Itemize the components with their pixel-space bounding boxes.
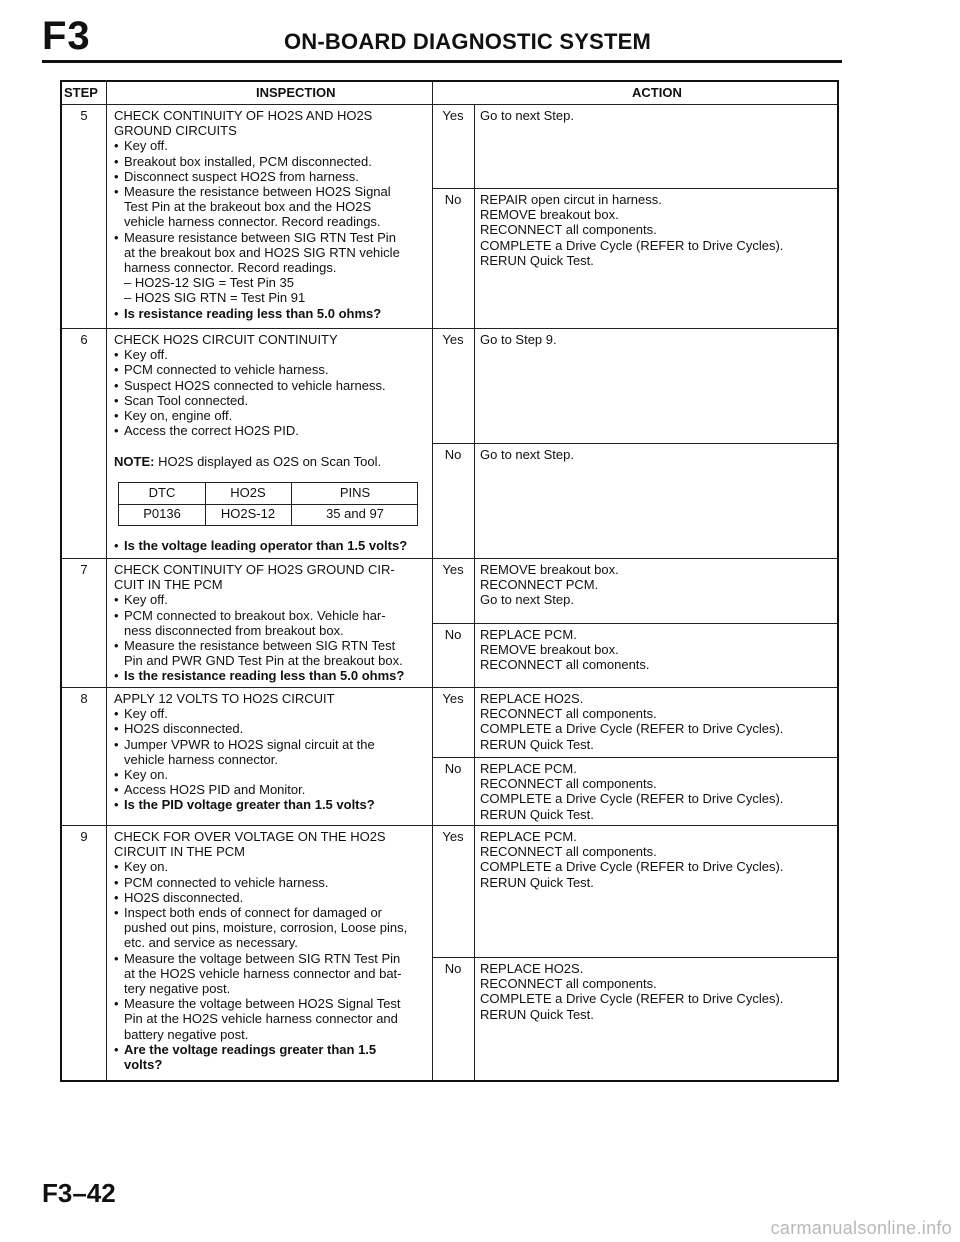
action-line: Go to Step 9. <box>480 332 557 347</box>
action-line: RECONNECT all components. <box>480 706 657 722</box>
yes-action-cell <box>480 691 783 752</box>
inspection-line <box>114 691 375 706</box>
inspection-line <box>114 184 400 199</box>
pin-table-divider <box>119 504 417 505</box>
no-label: No <box>444 627 462 642</box>
inspection-line <box>114 966 407 981</box>
inspection-line <box>114 638 404 653</box>
answer-divider <box>432 443 837 444</box>
inspection-text: – HO2S SIG RTN = Test Pin 91 <box>124 290 306 306</box>
column-header-action: ACTION <box>632 85 682 100</box>
bullet-icon: • <box>114 889 119 905</box>
no-label: No <box>444 447 462 462</box>
document-title: ON-BOARD DIAGNOSTIC SYSTEM <box>284 29 651 54</box>
inspection-text: etc. and service as necessary. <box>124 935 298 951</box>
bullet-icon: • <box>114 668 119 684</box>
inspection-line <box>114 562 404 577</box>
yes-label: Yes <box>442 691 464 706</box>
inspection-text: HO2S disconnected. <box>124 889 244 905</box>
pin-table-cell: HO2S <box>230 485 266 500</box>
action-line: REPLACE HO2S. <box>480 961 584 976</box>
pin-table-cell: P0136 <box>143 506 181 521</box>
inspection-text: volts? <box>124 1057 163 1073</box>
inspection-line <box>114 332 386 347</box>
bullet-icon: • <box>114 1041 119 1057</box>
inspection-line <box>114 362 386 377</box>
pin-table-column-divider <box>205 483 206 525</box>
inspection-line <box>114 1042 407 1057</box>
inspection-line <box>114 306 400 321</box>
inspection-line <box>114 981 407 996</box>
inspection-line <box>114 782 375 797</box>
inspection-line <box>114 920 407 935</box>
inspection-line <box>114 905 407 920</box>
inspection-line <box>114 721 375 736</box>
answer-column-divider <box>474 104 475 1080</box>
watermark: carmanualsonline.info <box>770 1218 952 1238</box>
row-divider <box>62 825 837 826</box>
inspection-line <box>114 875 407 890</box>
inspection-text: Measure the resistance between SIG RTN Test <box>124 638 396 654</box>
action-line: REPLACE PCM. <box>480 627 577 642</box>
no-action-cell <box>480 447 574 462</box>
yes-action-cell <box>480 562 619 608</box>
inspection-line <box>114 138 400 153</box>
pin-table-cell: PINS <box>339 485 371 500</box>
inspection-text: CIRCUIT IN THE PCM <box>114 844 245 860</box>
inspection-text: CUIT IN THE PCM <box>114 577 223 593</box>
bullet-icon: • <box>114 229 119 245</box>
pin-table-column-divider <box>291 483 292 525</box>
action-line: Go to next Step. <box>480 447 574 462</box>
header-column-divider <box>432 82 433 104</box>
no-action-cell <box>480 192 783 268</box>
inspection-text: Suspect HO2S connected to vehicle harness. <box>124 377 386 393</box>
answer-divider <box>432 957 837 958</box>
inspection-line <box>114 623 404 638</box>
inspection-cell <box>114 829 407 1072</box>
inspection-text: CHECK CONTINUITY OF HO2S GROUND CIR- <box>114 562 395 577</box>
inspection-line <box>114 797 375 812</box>
inspection-line <box>114 408 386 423</box>
bullet-icon: • <box>114 782 119 798</box>
inspection-line <box>114 423 386 438</box>
bullet-icon: • <box>114 950 119 966</box>
step-number: 8 <box>80 691 88 706</box>
action-line: RERUN Quick Test. <box>480 874 594 890</box>
inspection-text: Measure resistance between SIG RTN Test Pin <box>124 229 396 245</box>
procedure-table <box>60 80 839 1082</box>
inspection-text: Measure the voltage between SIG RTN Test Pin <box>124 950 401 966</box>
note <box>114 454 381 469</box>
row-divider <box>62 558 837 559</box>
note-label: NOTE: <box>114 454 155 469</box>
bullet-icon: • <box>114 736 119 752</box>
action-line: Go to next Step. <box>480 108 574 123</box>
inspection-line <box>114 935 407 950</box>
inspection-text: APPLY 12 VOLTS TO HO2S CIRCUIT <box>114 691 335 706</box>
bullet-icon: • <box>114 592 119 608</box>
inspection-cell <box>114 562 404 684</box>
inspection-line <box>114 668 404 683</box>
pin-table <box>118 482 418 526</box>
inspection-text: Breakout box installed, PCM disconnected. <box>124 153 372 169</box>
action-line: REPLACE PCM. <box>480 829 577 844</box>
inspection-text: Measure the voltage between HO2S Signal Test <box>124 996 401 1012</box>
inspection-line <box>114 577 404 592</box>
bullet-icon: • <box>114 184 119 200</box>
action-line: COMPLETE a Drive Cycle (REFER to Drive Cycles). <box>480 721 784 737</box>
inspection-line <box>114 859 407 874</box>
bullet-icon: • <box>114 538 119 553</box>
step-column-divider <box>106 82 107 1080</box>
action-line: Go to next Step. <box>480 592 574 608</box>
inspection-line <box>114 378 386 393</box>
inspection-text: Access the correct HO2S PID. <box>124 423 299 439</box>
pin-table-cell: 35 and 97 <box>326 506 384 521</box>
inspection-line <box>114 951 407 966</box>
bullet-icon: • <box>114 168 119 184</box>
header-divider <box>62 104 837 105</box>
inspection-column-divider <box>432 104 433 1080</box>
inspection-text: Disconnect suspect HO2S from harness. <box>124 168 359 184</box>
page-number: F3–42 <box>42 1178 116 1208</box>
row-divider <box>62 328 837 329</box>
answer-divider <box>432 757 837 758</box>
inspection-line <box>114 737 375 752</box>
inspection-line <box>114 1011 407 1026</box>
action-line: RECONNECT all comonents. <box>480 657 650 673</box>
inspection-line <box>114 1057 407 1072</box>
action-line: RERUN Quick Test. <box>480 736 594 752</box>
bullet-icon: • <box>114 377 119 393</box>
action-line: RECONNECT all components. <box>480 844 657 860</box>
inspection-text: Key off. <box>124 706 168 722</box>
action-line: REMOVE breakout box. <box>480 562 619 577</box>
bullet-icon: • <box>114 996 119 1012</box>
bullet-icon: • <box>114 767 119 783</box>
inspection-text: tery negative post. <box>124 981 231 997</box>
inspection-line <box>114 347 386 362</box>
inspection-text: Is the PID voltage greater than 1.5 volts? <box>124 797 375 813</box>
inspection-line <box>114 706 375 721</box>
inspection-text: PCM connected to vehicle harness. <box>124 874 329 890</box>
inspection-line <box>114 592 404 607</box>
inspection-text: Pin at the HO2S vehicle harness connector and <box>124 1011 398 1027</box>
inspection-line <box>114 844 407 859</box>
question-text: Is the voltage leading operator than 1.5 volts? <box>124 538 408 553</box>
inspection-line <box>114 996 407 1011</box>
bullet-icon: • <box>114 874 119 890</box>
column-header-inspection: INSPECTION <box>256 85 336 100</box>
yes-action-cell <box>480 332 557 347</box>
inspection-text: Measure the resistance between HO2S Signal <box>124 184 391 200</box>
inspection-line <box>114 393 386 408</box>
inspection-text: Key on. <box>124 859 169 875</box>
inspection-line <box>114 154 400 169</box>
inspection-text: PCM connected to vehicle harness. <box>124 362 329 378</box>
pin-table-cell: HO2S-12 <box>220 506 276 521</box>
yes-label: Yes <box>442 108 464 123</box>
inspection-text: at the HO2S vehicle harness connector and bat- <box>124 965 402 981</box>
bullet-icon: • <box>114 859 119 875</box>
inspection-text: GROUND CIRCUITS <box>114 123 237 139</box>
yes-label: Yes <box>442 829 464 844</box>
action-line: REPAIR open circut in harness. <box>480 192 662 207</box>
inspection-line <box>114 890 407 905</box>
inspection-text: Test Pin at the brakeout box and the HO2S <box>124 199 372 215</box>
action-line: COMPLETE a Drive Cycle (REFER to Drive Cycles). <box>480 991 784 1007</box>
bullet-icon: • <box>114 905 119 921</box>
inspection-text: CHECK FOR OVER VOLTAGE ON THE HO2S <box>114 829 386 844</box>
inspection-text: Key off. <box>124 347 168 363</box>
inspection-line <box>114 290 400 305</box>
yes-label: Yes <box>442 332 464 347</box>
no-label: No <box>444 761 462 776</box>
step-number: 7 <box>80 562 88 577</box>
inspection-line <box>114 752 375 767</box>
action-line: RECONNECT all components. <box>480 222 657 238</box>
inspection-text: Key on. <box>124 767 169 783</box>
inspection-line <box>114 214 400 229</box>
inspection-line <box>114 767 375 782</box>
inspection-text: Is the resistance reading less than 5.0 ohms? <box>124 668 405 684</box>
no-label: No <box>444 961 462 976</box>
page-header <box>42 14 842 64</box>
inspection-text: Pin and PWR GND Test Pin at the breakout box. <box>124 653 403 669</box>
no-label: No <box>444 192 462 207</box>
inspection-line <box>114 1027 407 1042</box>
inspection-text: Access HO2S PID and Monitor. <box>124 782 306 798</box>
inspection-line <box>114 653 404 668</box>
bullet-icon: • <box>114 706 119 722</box>
inspection-text: Jumper VPWR to HO2S signal circuit at the <box>124 736 375 752</box>
step-number: 5 <box>80 108 88 123</box>
inspection-text: at the breakout box and HO2S SIG RTN vehicle <box>124 244 400 260</box>
yes-action-cell <box>480 108 574 123</box>
inspection-text: – HO2S-12 SIG = Test Pin 35 <box>124 275 294 291</box>
inspection-text: ness disconnected from breakout box. <box>124 622 344 638</box>
bullet-icon: • <box>114 423 119 439</box>
step-number: 9 <box>80 829 88 844</box>
bullet-icon: • <box>114 392 119 408</box>
action-line: RECONNECT PCM. <box>480 577 599 593</box>
inspection-text: Key off. <box>124 592 168 608</box>
inspection-line <box>114 169 400 184</box>
inspection-text: CHECK HO2S CIRCUIT CONTINUITY <box>114 332 338 347</box>
row-divider <box>62 687 837 688</box>
inspection-line <box>114 230 400 245</box>
action-line: RERUN Quick Test. <box>480 252 594 268</box>
bullet-icon: • <box>114 153 119 169</box>
pin-table-cell: DTC <box>148 485 176 500</box>
bullet-icon: • <box>114 607 119 623</box>
no-action-cell <box>480 761 783 822</box>
bullet-icon: • <box>114 797 119 813</box>
inspection-line <box>114 608 404 623</box>
action-line: RECONNECT all components. <box>480 976 657 992</box>
bullet-icon: • <box>114 721 119 737</box>
no-action-cell <box>480 961 783 1022</box>
action-line: REMOVE breakout box. <box>480 642 619 658</box>
note-text: HO2S displayed as O2S on Scan Tool. <box>154 454 382 469</box>
action-line: REMOVE breakout box. <box>480 207 619 223</box>
answer-divider <box>432 188 837 189</box>
action-line: COMPLETE a Drive Cycle (REFER to Drive Cycles). <box>480 859 784 875</box>
inspection-text: vehicle harness connector. Record readings. <box>124 214 381 230</box>
inspection-text: HO2S disconnected. <box>124 721 244 737</box>
inspection-line <box>114 123 400 138</box>
bullet-icon: • <box>114 305 119 321</box>
inspection-text: PCM connected to breakout box. Vehicle har- <box>124 607 386 623</box>
inspection-line <box>114 260 400 275</box>
bullet-icon: • <box>114 138 119 154</box>
column-header-step: STEP <box>64 85 98 100</box>
inspection-line <box>114 275 400 290</box>
inspection-line <box>114 245 400 260</box>
yes-action-cell <box>480 829 783 890</box>
action-line: COMPLETE a Drive Cycle (REFER to Drive Cycles). <box>480 237 784 253</box>
inspection-cell <box>114 108 400 321</box>
inspection-text: CHECK CONTINUITY OF HO2S AND HO2S <box>114 108 373 123</box>
step-question <box>114 538 407 553</box>
inspection-line <box>114 199 400 214</box>
bullet-icon: • <box>114 638 119 654</box>
action-line: RERUN Quick Test. <box>480 806 594 822</box>
inspection-text: battery negative post. <box>124 1026 249 1042</box>
action-line: REPLACE HO2S. <box>480 691 584 706</box>
action-line: RECONNECT all components. <box>480 776 657 792</box>
inspection-line <box>114 829 407 844</box>
inspection-cell <box>114 691 375 813</box>
section-code: F3 <box>42 14 91 58</box>
inspection-text: Key off. <box>124 138 168 154</box>
inspection-text: Are the voltage readings greater than 1.5 <box>124 1041 377 1057</box>
yes-label: Yes <box>442 562 464 577</box>
inspection-text: Inspect both ends of connect for damaged or <box>124 905 383 921</box>
inspection-text: harness connector. Record readings. <box>124 260 337 276</box>
step-number: 6 <box>80 332 88 347</box>
answer-divider <box>432 623 837 624</box>
bullet-icon: • <box>114 408 119 424</box>
header-rule <box>42 60 842 63</box>
inspection-text: vehicle harness connector. <box>124 751 278 767</box>
inspection-text: Key on, engine off. <box>124 408 233 424</box>
action-line: COMPLETE a Drive Cycle (REFER to Drive Cycles). <box>480 791 784 807</box>
bullet-icon: • <box>114 362 119 378</box>
inspection-text: Scan Tool connected. <box>124 392 249 408</box>
no-action-cell <box>480 627 650 673</box>
inspection-cell <box>114 332 386 438</box>
inspection-text: Is resistance reading less than 5.0 ohms? <box>124 305 382 321</box>
inspection-text: pushed out pins, moisture, corrosion, Loose pins, <box>124 920 408 936</box>
action-line: REPLACE PCM. <box>480 761 577 776</box>
inspection-line <box>114 108 400 123</box>
bullet-icon: • <box>114 347 119 363</box>
action-line: RERUN Quick Test. <box>480 1006 594 1022</box>
